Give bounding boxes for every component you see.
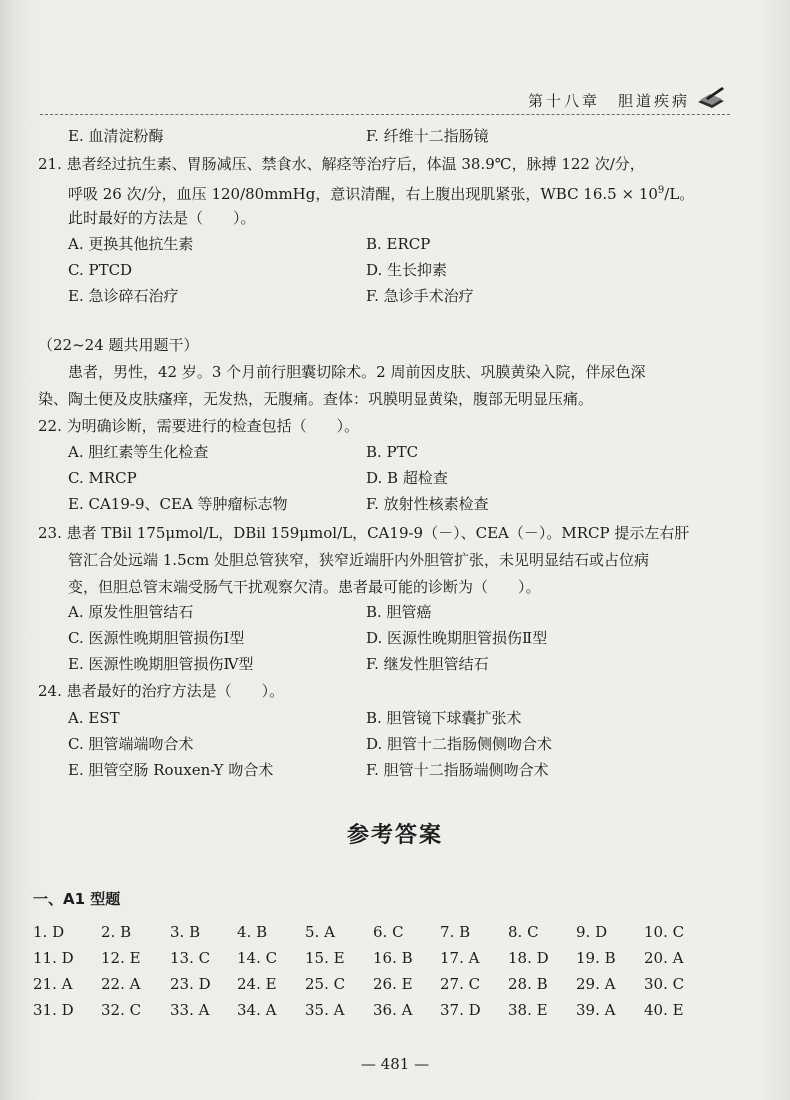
answer-cell: 8. C <box>508 923 539 941</box>
q23-option-f: F. 继发性胆管结石 <box>366 655 489 673</box>
q22-option-b: B. PTC <box>366 443 419 461</box>
q21-line2-unit: /L。 <box>664 185 695 203</box>
answer-cell: 15. E <box>305 949 345 967</box>
answer-cell: 11. D <box>33 949 74 967</box>
answer-cell: 10. C <box>644 923 685 941</box>
q21-option-d: D. 生长抑素 <box>366 261 448 279</box>
answer-cell: 24. E <box>237 975 277 993</box>
answer-cell: 30. C <box>644 975 685 993</box>
q22-option-f: F. 放射性核素检查 <box>366 495 489 513</box>
q21-stem-line2 <box>68 181 694 204</box>
answer-cell: 31. D <box>33 1001 74 1019</box>
answer-cell: 18. D <box>508 949 549 967</box>
answer-cell: 1. D <box>33 923 65 941</box>
shared-stem-heading: （22~24 题共用题干） <box>38 336 199 354</box>
q22-option-d: D. B 超检查 <box>366 469 448 487</box>
answer-cell: 23. D <box>170 975 211 993</box>
answer-cell: 19. B <box>576 949 616 967</box>
q23-option-d: D. 医源性晚期胆管损伤Ⅱ型 <box>366 629 548 647</box>
q21-option-f: F. 急诊手术治疗 <box>366 287 474 305</box>
q23-option-c: C. 医源性晚期胆管损伤Ⅰ型 <box>68 629 245 647</box>
answers-section-heading: 一、A1 型题 <box>33 890 121 908</box>
q21-option-a: A. 更换其他抗生素 <box>68 235 194 253</box>
q24-option-e: E. 胆管空肠 Rouxen-Y 吻合术 <box>68 761 274 779</box>
answer-cell: 34. A <box>237 1001 277 1019</box>
answer-cell: 38. E <box>508 1001 548 1019</box>
q21-option-e: E. 急诊碎石治疗 <box>68 287 179 305</box>
answer-cell: 40. E <box>644 1001 684 1019</box>
q23-option-b: B. 胆管癌 <box>366 603 432 621</box>
q24-option-a: A. EST <box>68 709 120 727</box>
answer-cell: 4. B <box>237 923 268 941</box>
answer-cell: 28. B <box>508 975 548 993</box>
q22-option-c: C. MRCP <box>68 469 137 487</box>
answer-cell: 17. A <box>440 949 480 967</box>
answer-cell: 12. E <box>101 949 141 967</box>
shared-stem-line2: 染、陶土便及皮肤瘙痒，无发热，无腹痛。查体：巩膜明显黄染，腹部无明显压痛。 <box>38 390 594 408</box>
answer-cell: 25. C <box>305 975 346 993</box>
q24-stem: 24. 患者最好的治疗方法是（ ）。 <box>38 682 285 700</box>
answer-cell: 39. A <box>576 1001 616 1019</box>
page-number: — 481 — <box>360 1055 430 1073</box>
shared-stem-line1: 患者，男性，42 岁。3 个月前行胆囊切除术。2 周前因皮肤、巩膜黄染入院，伴尿色深 <box>68 363 646 381</box>
book-pen-icon <box>696 84 726 110</box>
q22-option-e: E. CA19-9、CEA 等肿瘤标志物 <box>68 495 288 513</box>
q20-option-f: F. 纤维十二指肠镜 <box>366 127 489 145</box>
q21-exponent: 9 <box>657 185 665 196</box>
answer-cell: 36. A <box>373 1001 413 1019</box>
answer-cell: 35. A <box>305 1001 345 1019</box>
answer-cell: 20. A <box>644 949 684 967</box>
q23-stem-line1: 23. 患者 TBil 175μmol/L，DBil 159μmol/L，CA19-9（－）、CEA（－）。MRCP 提示左右肝 <box>38 524 690 542</box>
q22-stem: 22. 为明确诊断，需要进行的检查包括（ ）。 <box>38 417 360 435</box>
q24-option-b: B. 胆管镜下球囊扩张术 <box>366 709 522 727</box>
answer-cell: 27. C <box>440 975 481 993</box>
q21-option-b: B. ERCP <box>366 235 431 253</box>
q23-stem-line3: 变，但胆总管末端受肠气干扰观察欠清。患者最可能的诊断为（ ）。 <box>68 578 541 596</box>
q23-option-a: A. 原发性胆管结石 <box>68 603 194 621</box>
answer-cell: 32. C <box>101 1001 142 1019</box>
q22-option-a: A. 胆红素等生化检查 <box>68 443 209 461</box>
q23-option-e: E. 医源性晚期胆管损伤Ⅳ型 <box>68 655 254 673</box>
q21-line2-text: 呼吸 26 次/分，血压 120/80mmHg，意识清醒，右上腹出现肌紧张，WBC 16.5 × 10 <box>68 185 658 203</box>
answer-cell: 29. A <box>576 975 616 993</box>
answer-cell: 13. C <box>170 949 211 967</box>
answer-cell: 7. B <box>440 923 471 941</box>
answer-cell: 14. C <box>237 949 278 967</box>
q20-option-e: E. 血清淀粉酶 <box>68 127 164 145</box>
answer-cell: 5. A <box>305 923 335 941</box>
q21-stem-line1: 21. 患者经过抗生素、胃肠减压、禁食水、解痉等治疗后，体温 38.9℃，脉搏 122 次/分， <box>38 155 645 173</box>
q24-option-d: D. 胆管十二指肠侧侧吻合术 <box>366 735 553 753</box>
running-header <box>40 90 730 115</box>
answer-cell: 6. C <box>373 923 404 941</box>
answer-cell: 9. D <box>576 923 608 941</box>
q24-option-c: C. 胆管端端吻合术 <box>68 735 194 753</box>
answer-cell: 2. B <box>101 923 132 941</box>
answer-cell: 37. D <box>440 1001 481 1019</box>
q21-stem-line3: 此时最好的方法是（ ）。 <box>68 209 256 227</box>
answer-cell: 33. A <box>170 1001 210 1019</box>
answer-cell: 22. A <box>101 975 141 993</box>
answer-cell: 21. A <box>33 975 73 993</box>
answers-title: 参考答案 <box>346 823 443 848</box>
answer-cell: 3. B <box>170 923 201 941</box>
q24-option-f: F. 胆管十二指肠端侧吻合术 <box>366 761 549 779</box>
answer-cell: 26. E <box>373 975 413 993</box>
q23-stem-line2: 管汇合处远端 1.5cm 处胆总管狭窄，狭窄近端肝内外胆管扩张，未见明显结石或占位病 <box>68 551 650 569</box>
answer-cell: 16. B <box>373 949 413 967</box>
q21-option-c: C. PTCD <box>68 261 133 279</box>
chapter-title: 第十八章 胆道疾病 <box>527 92 690 110</box>
